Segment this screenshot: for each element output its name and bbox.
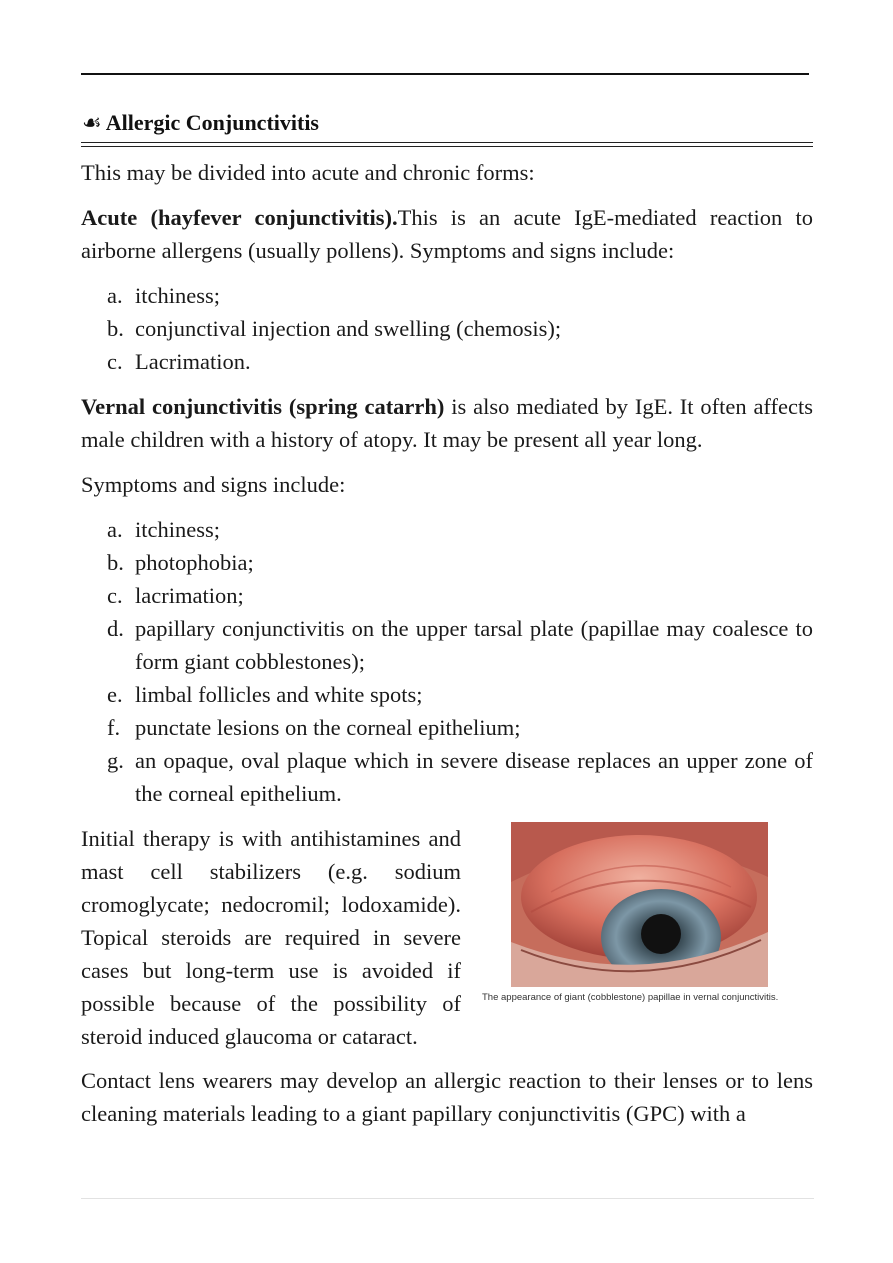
list-marker: e. bbox=[107, 682, 123, 707]
acute-text: This is an acute IgE-mediated reaction to airborne allergens (usually pollens). Symptoms and signs include: bbox=[81, 205, 813, 263]
figure-caption: The appearance of giant (cobblestone) papillae in vernal conjunctivitis. bbox=[482, 992, 779, 1003]
list-marker: g. bbox=[107, 748, 124, 773]
list-item-text: papillary conjunctivitis on the upper tarsal plate (papillae may coalesce to form giant cobblestones); bbox=[135, 616, 813, 674]
list-marker: b. bbox=[107, 550, 124, 575]
section-heading bbox=[82, 108, 813, 138]
list-marker: a. bbox=[107, 283, 123, 308]
list-item bbox=[81, 711, 813, 744]
list-item-text: Lacrimation. bbox=[135, 349, 251, 374]
intro-paragraph: This may be divided into acute and chronic forms: bbox=[81, 160, 535, 185]
list-item bbox=[81, 579, 813, 612]
list-marker: c. bbox=[107, 349, 123, 374]
acute-term: Acute (hayfever conjunctivitis). bbox=[81, 205, 398, 230]
acute-symptom-list bbox=[81, 279, 813, 378]
contact-lens-paragraph: Contact lens wearers may develop an allergic reaction to their lenses or to lens cleaning materials leading to a giant papillary conjunctivitis (GPC) with a bbox=[81, 1068, 813, 1126]
list-item-text: conjunctival injection and swelling (chemosis); bbox=[135, 316, 562, 341]
list-item-text: itchiness; bbox=[135, 517, 220, 542]
list-item bbox=[81, 345, 813, 378]
figure bbox=[482, 822, 802, 1005]
section-title: Allergic Conjunctivitis bbox=[105, 110, 319, 135]
list-marker: f. bbox=[107, 715, 121, 740]
vernal-symptoms-intro: Symptoms and signs include: bbox=[81, 472, 346, 497]
list-item bbox=[81, 546, 813, 579]
list-item bbox=[81, 744, 813, 810]
list-item-text: limbal follicles and white spots; bbox=[135, 682, 423, 707]
top-rule bbox=[81, 73, 809, 75]
list-item bbox=[81, 312, 813, 345]
list-item bbox=[81, 513, 813, 546]
list-item-text: photophobia; bbox=[135, 550, 254, 575]
vernal-paragraph bbox=[81, 390, 813, 456]
list-item bbox=[81, 279, 813, 312]
list-marker: c. bbox=[107, 583, 123, 608]
list-item bbox=[81, 612, 813, 678]
list-marker: d. bbox=[107, 616, 124, 641]
eye-illustration bbox=[511, 822, 768, 987]
acute-paragraph bbox=[81, 201, 813, 267]
page-content bbox=[81, 156, 813, 1142]
heading-double-rule bbox=[81, 142, 813, 147]
therapy-figure-row bbox=[81, 822, 813, 1052]
list-item-text: punctate lesions on the corneal epithelium; bbox=[135, 715, 521, 740]
list-item bbox=[81, 678, 813, 711]
footer-rule bbox=[81, 1198, 814, 1199]
fleuron-icon: ☙ bbox=[82, 110, 102, 135]
vernal-text: is also mediated by IgE. It often affects male children with a history of atopy. It may be present all year long. bbox=[81, 394, 813, 452]
eye-photo bbox=[511, 822, 768, 987]
list-item-text: lacrimation; bbox=[135, 583, 244, 608]
list-item-text: itchiness; bbox=[135, 283, 220, 308]
vernal-symptom-list bbox=[81, 513, 813, 810]
list-item-text: an opaque, oval plaque which in severe disease replaces an upper zone of the corneal epithelium. bbox=[135, 748, 813, 806]
list-marker: b. bbox=[107, 316, 124, 341]
vernal-term: Vernal conjunctivitis (spring catarrh) bbox=[81, 394, 445, 419]
therapy-paragraph: Initial therapy is with antihistamines and mast cell stabilizers (e.g. sodium cromoglycate; nedocromil; lodoxamide). Topical steroids are required in severe cases but long-term use is avoided if possible because of the possibility of steroid induced glaucoma or cataract. bbox=[81, 826, 461, 1049]
list-marker: a. bbox=[107, 517, 123, 542]
